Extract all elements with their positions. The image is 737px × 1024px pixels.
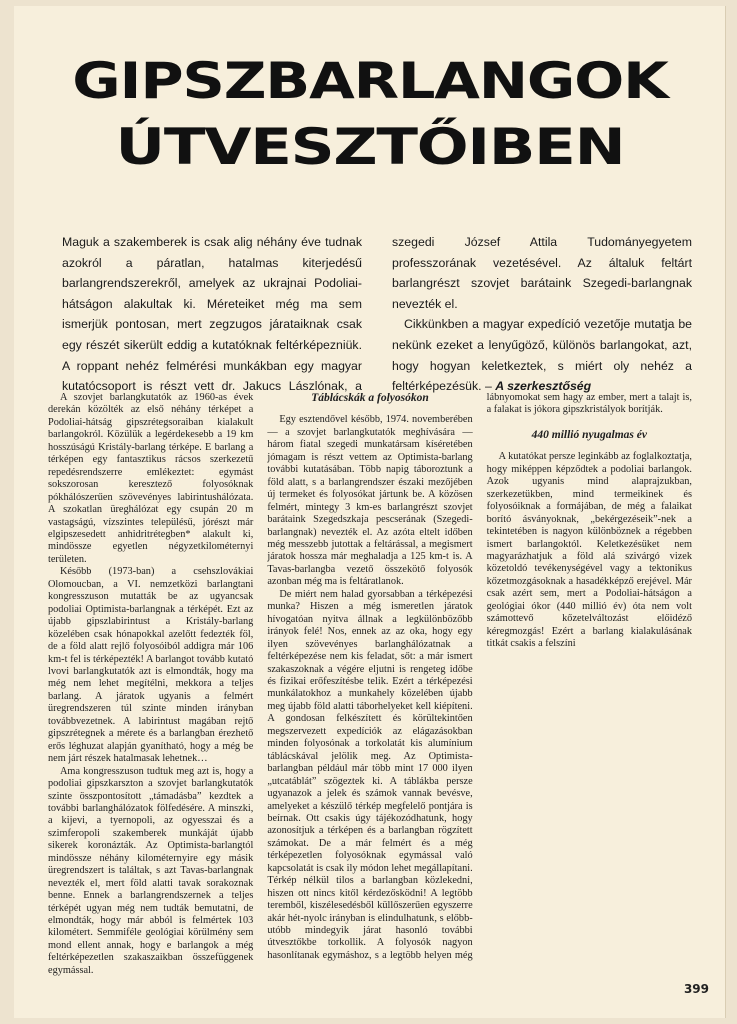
body-paragraph: A kutatókat persze leginkább az foglalkoztatja, hogy miképpen képződtek a podoliai barlangok. Azok ugyanis mind alaprajzukban, szerkezetükben, mind termeikinek és folyosóiknak a formájában, de még a falaikat borító ásványoknak, „bekérgezéseik”-nek a tekintetében is nagyon különböznek a régebben ismert barlangoktól. Keletkezésüket nem magyarázhatjuk a föld alá szivárgó vizek közetoldó tevékenységével vagy a tektonikus kőzetmozgásoknak a hasadékképző erejével. Már csak azért sem, mert a Podoliai-hátságon a geológiai ókor (440 millió év) óta nem volt számottevő kőzetelváltozást előidéző kéregmozgás! Ezért a barlang kialakulásának titkát csakis a felszíni <box>486 451 692 650</box>
lead-paragraph-2 <box>392 314 692 396</box>
section-heading: Táblácskák a folyosókon <box>311 392 429 404</box>
article-title-line1: GIPSZBARLANGOK <box>72 52 668 110</box>
article-body <box>48 392 692 982</box>
lead-paragraph-2-text: Cikkünkben a magyar expedíció vezetője mutatja be nekünk ezeket a lenyűgöző, különös barlangokat, azt, hogy hogyan keletkeztek, s miért oly nehéz a feltérképezésük. – <box>392 317 692 394</box>
article-lead <box>62 232 692 407</box>
section-heading: 440 millió nyugalmas év <box>531 428 647 441</box>
lead-paragraph: Maguk a szakemberek is csak alig néhány éve tudnak azokról a páratlan, hatalmas kiterjedésű barlangrendszerekről, amelyek az ukrajnai Podoliai-hátságon alakultak ki. Méreteiket még ma sem ismerjük pontosan, mert zegzugos járataiknak csak egy részét sikerült eddig a kutatóknak feltérképezniük. A roppant nehéz felmérési munkákban egy magyar kutatócsoport is részt vett dr. Jakucs Lászlónak, a szegedi József Attila Tudományegyetem professzorának vezetésével. Az általuk feltárt barlangrészt szovjet barátaink Szegedi-barlangnak nevezték el. <box>62 235 692 394</box>
body-paragraph: A szovjet barlangkutatók az 1960-as évek derekán közölték az első néhány térképet a Podoliai-hátság gipszrétegsoraiban kialakult barlangokról. Közülük a legérdekesebb a 19 km hosszúságú Kristály-barlang térképe. E barlang a térképen egy fantasztikus rácsos szerkezetű repedésrendszerre emlékeztet: egymást sokszorosan keresztező folyosóknak pókhálószerűen szövevényes labirintushálózata. A szokatlan üreghálózat egy csupán 20 m vastagságú, vízszintes településű, jórészt már elgipszesedett anhidritrétegben* alakult ki, mindössze egyetlen négyzetkilométernyi területen. <box>48 392 254 565</box>
page-number: 399 <box>683 982 709 996</box>
body-paragraph: Egy esztendővel később, 1974. novemberében — a szovjet barlangkutatók meghívására — három fiatal szegedi munkatársam kíséretében jómagam is részt vettem az Optimista-barlang további kutatásában. Több napig táboroztunk a föld alatt, s a barlangrendszer északi mezőjében új termeket és folyosókat jártunk be. A közösen felmért, mintegy 3 km-es barlangrészt szovjet barátaink Szegedszkaja pescserának (Szegedi-barlangnak) nevezték el. Az azóta eltelt időben még messzebb jutottak a feltárással, a megismert járatok hossza már meghaladja a 125 km-t is. A Tavas-barlangba vezető összekötő folyosók azonban még ma is feltáratlanok. <box>267 414 473 588</box>
body-paragraph: Ama kongresszuson tudtuk meg azt is, hogy a podoliai gipszkarszton a szovjet barlangkutatók szinte összpontosított „támadásba” kezdtek a további barlanghálózatok fölfedésére. A minszki, a kijevi, a tyernopoli, az ogyesszai és a szimferopoli szakemberek munkáját újabb sikerek koronázták. Az Optimista-barlangtól mindössze néhány kilométernyire egy másik üregrendszert is találtak, s azt Tavas-barlangnak nevezték el, mert föld alatti tavak sorakoznak benne. Ennek a barlangrendszernek a teljes térképét ugyan még nem tudták bemutatni, de elmondták, hogy már abból is felmértek 103 kilométert. Semmiféle geológiai körülmény sem mond ellent annak, hogy e barlangok a még feltérképezetlen szakaszaikban összefüggenek egymással. <box>48 765 254 976</box>
editorial-signature: A szerkesztőség <box>495 379 592 394</box>
body-paragraph: Később (1973-ban) a csehszlovákiai Olomoucban, a VI. nemzetközi barlangtani kongresszuson mutatták be az ugyancsak podoliai Optimista-barlangnak a térképét. Ezt az újabb gipszlabirintust a Kristály-barlang közelében csak hónapokkal azelőtt fedezték föl, de a föld alatt rejlő folyosóiból addigra már 106 km-t fel is térképezték! A barlangot tovább kutató lvovi barlangkutatók azt is elmondták, hogy ma még nem lehet megítélni, mekkora a teljes barlang. A járatok ugyanis a felmért üregrendszeren túl szinte minden irányban továbbvezetnek. A labirintust magában rejtő gipszrétegnek a mérete és a barlangban érezhető erős léghuzat alapján gyanítható, hogy a még be nem járt részek hatalmasak lehetnek… <box>48 566 254 765</box>
article-title-line2: ÚTVESZTŐIBEN <box>115 118 625 176</box>
body-paragraph: De miért nem halad gyorsabban a térképezési munka? Hiszen a még ismeretlen járatok hívogatóan nyitva állnak a legkülönbözőbb irányok felé! Nos, ennek az az oka, hogy egy ilyen szövevényes barlanghálózatnak a feltérképezése nem kis feladat, sőt: a már ismert szakaszoknak a végére eljutni is rengeteg időbe és fizikai erőfeszítésbe telik. Ezért a térképezési munkálatokhoz a munkahely közelében újabb meg újabb föld alatti táborhelyeket kell kiépíteni. A gondosan felkészített és körültekintően megszervezett expedíciók az elágazásokban minden folyosónak a torkolatát kis alumínium táblácskával jelölik meg. Az Optimista-barlangban például már több mint 17 000 ilyen „utcatáblát” szögeztek ki. A táblákba persze ugyanazok a jelek és számok vannak bevésve, amelyeket a készülő térkép megfelelő pontjára is beírnak. Ott csakis úgy tájékozódhatunk, hogy azonosítjuk a térképen és a barlangban rögzített számokat. De a már felmért és a még térképezetlen folyosóknak egymással való kapcsolatát is csak ily módon lehet megállapítani. Térkép nélkül tilos a barlangban közlekedni, hiszen ott nincs kitől kérdezősködni! A legtöbb teremből, kiszélesedésből küllőszerűen egyszerre akár hét-nyolc irányban is elindulhatunk, s előbb-utóbb mindegyik járat hasonló további útvesztőkbe torkollik. A folyosók nagyon hasonlítanak egymáshoz, s a legtöbb helyen még lábnyomokat sem hagy az ember, mert a talajt is, a falakat is jókora gipszkristályok borítják. <box>267 392 692 961</box>
